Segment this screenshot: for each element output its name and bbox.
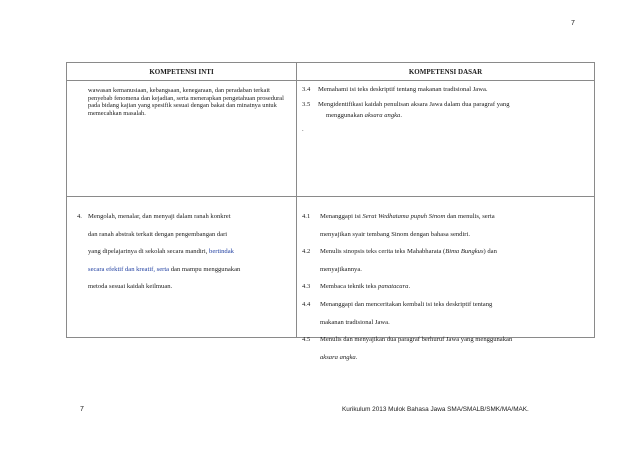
kd-item-3-5-continued: menggunakan aksara angka.: [326, 112, 403, 119]
kd-item-4-1-continued: menyajikan syair tembang Sinom dengan bahasa sendiri.: [320, 230, 470, 238]
ki-text: wawasan kemanusiaan, kebangsaan, kenegaraan, dan peradaban terkait penyebab fenomena dan kejadian, serta menerapkan pengetahuan prosedural pada bidang kajian yang spesifik sesuai dengan bakat dan minatnya untuk memecahkan masalah.: [88, 87, 284, 118]
trailing-dot: .: [302, 126, 304, 133]
kd-cell-row1: [297, 81, 595, 197]
ki-line-5: metoda sesuai kaidah keilmuan.: [88, 283, 173, 291]
kd-item-4-2: 4.2 Menulis sinopsis teks cerita teks Mahabharata (Bima Bungkus) dan: [302, 248, 497, 256]
header-kompetensi-inti: KOMPETENSI INTI: [67, 63, 297, 81]
ki-line-3: yang dipelajarinya di sekolah secara mandiri, bertindak: [88, 248, 234, 256]
footer-page-number: 7: [80, 406, 84, 413]
kd-item-4-4-continued: makanan tradisional Jawa.: [320, 318, 390, 326]
kd-cell-row2: [297, 197, 595, 361]
kd-item-4-1: 4.1 Menanggapi isi Serat Wedhatama pupuh Sinom dan menulis, serta: [302, 213, 495, 220]
kd-item-4-3: 4.3 Membaca teknik teks panatacara.: [302, 283, 411, 291]
kompetensi-table: [66, 62, 595, 361]
ki-line-4: secara efektif dan kreatif, serta dan mampu menggunakan: [88, 265, 241, 273]
page-number-top: 7: [571, 20, 575, 27]
kd-item-4-4: 4.4 Menanggapi dan menceritakan kembali isi teks deskriptif tentang: [302, 300, 493, 308]
kd-item-4-5: 4.5 Menulis dan menyajikan dua paragraf berhuruf Jawa yang menggunakan: [302, 336, 513, 344]
kd-item-4-2-continued: menyajikannya.: [320, 265, 362, 273]
table-row: [67, 81, 595, 197]
ki-cell-row2: [67, 197, 297, 338]
table-row: [67, 197, 595, 338]
table-header-row: [67, 63, 595, 81]
kd-item-4-5-continued: aksara angka.: [320, 353, 358, 361]
ki-line-2: dan ranah abstrak terkait dengan pengembangan dari: [88, 230, 228, 238]
header-kompetensi-dasar: KOMPETENSI DASAR: [297, 63, 595, 81]
kd-item-3-5: 3.5 Mengidentifikasi kaidah penulisan aksara Jawa dalam dua paragraf yang: [302, 101, 510, 108]
kd-item-3-4: 3.4 Memahami isi teks deskriptif tentang makanan tradisional Jawa.: [302, 86, 488, 93]
ki-item-4: 4. Mengolah, menalar, dan menyaji dalam ranah konkret: [77, 213, 231, 220]
ki-cell-row1: [67, 81, 297, 197]
footer-curriculum-title: Kurikulum 2013 Mulok Bahasa Jawa SMA/SMALB/SMK/MA/MAK.: [342, 406, 529, 413]
